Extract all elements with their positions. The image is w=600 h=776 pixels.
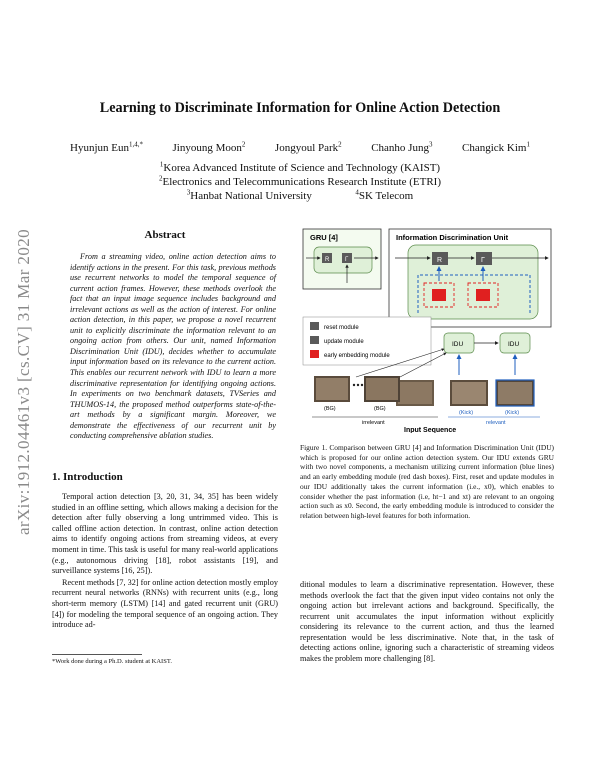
figure-1-diagram <box>300 225 554 433</box>
input-sequence-label: Input Sequence <box>404 427 457 433</box>
author: Jinyoung Moon$^2$ <box>172 140 246 154</box>
paragraph: Temporal action detection [3, 20, 31, 34, 35] has been widely studied in an offline setting, which allows making a decision for the detection after fully observing a long untrimmed video. This is called offline action detection. In contrast, online action detection aims to identify ongoing actions from streaming videos, at every moment in time. This task is useful for many real-world applications (e.g., autonomous driving [18], robot assistants [19], and surveillance systems [16, 25]). <box>52 492 278 576</box>
section-heading-introduction: 1. Introduction <box>52 471 123 483</box>
legend-swatch-reset <box>310 322 319 330</box>
author: Hyunjun Eun$^{1,4,*}$ <box>70 140 143 154</box>
gru-reset-label: R <box>325 257 330 263</box>
legend-swatch-update <box>310 336 319 344</box>
frame-label: (Kick) <box>459 410 474 416</box>
author-list <box>70 142 530 154</box>
idu-update-label: Γ <box>481 257 485 264</box>
legend-swatch-early <box>310 350 319 358</box>
legend-item: early embedding module <box>324 353 390 359</box>
gru-update-label: Γ <box>345 257 349 263</box>
frame-label: (BG) <box>374 406 386 412</box>
paragraph: Recent methods [7, 32] for online action detection mostly employ recurrent neural networks (RNNs) with recurrent units (e.g., long short-term memory (LSTM) [14] and gated recurrent unit (GRU) [4]) for modeling the temporal sequence of an ongoing action. They introduce ad- <box>52 577 278 630</box>
video-frame-content <box>398 382 432 404</box>
frame-label: (Kick) <box>505 410 520 416</box>
idu-block-label: IDU <box>508 341 520 348</box>
idu-block-label: IDU <box>452 341 464 348</box>
ellipsis-dot <box>353 384 355 386</box>
ellipsis-dot <box>357 384 359 386</box>
abstract-heading: Abstract <box>144 229 186 241</box>
legend-item: update module <box>324 339 364 345</box>
affiliation: $^3$Hanbat National University <box>186 188 312 202</box>
author: Changick Kim$^1$ <box>461 140 530 154</box>
paper-title: Learning to Discriminate Information for Online Action Detection <box>99 100 501 116</box>
intro-body-right: ditional modules to learn a discriminative representation. However, these methods overlook the fact that the given input video contains not only the ongoing action but irrelevant actions and background. Specifically, the recurrent unit accumulates the input information without explicitly considering its relevance to the current action, and thus the learned representation would be less discriminative. Note that, in the task of detecting actions online, ignoring such a characteristic of streaming videos makes the problem more challenging [8]. <box>300 580 554 663</box>
abstract-text: From a streaming video, online action detection aims to identify actions in the present. For this task, previous methods use recurrent networks to model the temporal sequence of current action frames. However, these methods overlook the fact that an input image sequence includes background and irrelevant actions as well as the action of interest. For online action detection, in this paper, we propose a novel recurrent unit to explicitly discriminate the information relevant to an ongoing action from others. Our unit, named Information Discrimination Unit (IDU), decides whether to accumulate input information based on its relevance to the current action. This enables our recurrent network with IDU to learn a more discriminative representation for identifying ongoing actions. In experiments on two benchmark datasets, TVSeries and THUMOS-14, the proposed method outperforms state-of-the-art methods by a significant margin. Moreover, we demonstrate the effectiveness of our recurrent unit by conducting comprehensive ablation studies. <box>70 252 276 441</box>
frame-label: (BG) <box>324 406 336 412</box>
legend-item: reset module <box>324 325 359 331</box>
figure-1 <box>300 225 554 433</box>
affiliation: $^4$SK Telecom <box>355 188 414 202</box>
video-frame-content <box>498 382 532 404</box>
affiliation: $^1$Korea Advanced Institute of Science and Technology (KAIST) <box>159 160 441 174</box>
early-embedding-module <box>432 289 446 301</box>
author: Jongyoul Park$^2$ <box>274 140 342 154</box>
gru-label: GRU [4] <box>310 233 338 242</box>
affiliation: $^2$Electronics and Telecommunications Research Institute (ETRI) <box>158 174 442 188</box>
early-embedding-module <box>476 289 490 301</box>
footnote-rule <box>52 654 142 655</box>
figure-1-caption: Figure 1. Comparison between GRU [4] and Information Discrimination Unit (IDU) which is proposed for our online action detection system. Our IDU extends GRU with two novel components, a mechanism utilizing current information (blue lines) and an early embedding module (red dash boxes). First, reset and update modules in our IDU additionally takes the current information (i.e., x0), which enables to consider whether the past information (i.e, ht−1 and xt) are relevant to an ongoing action such as x0. Second, the early embedding module is introduced to consider the relation between high-level features for both information. <box>300 443 554 520</box>
video-frame-content <box>316 378 348 400</box>
arxiv-stamp: arXiv:1912.04461v3 [cs.CV] 31 Mar 2020 <box>14 228 33 536</box>
ellipsis-dot <box>361 384 363 386</box>
video-frame-content <box>452 382 486 404</box>
irrelevant-label: irrelevant <box>362 420 385 426</box>
relevant-label: relevant <box>486 420 506 426</box>
intro-body-left <box>52 492 278 632</box>
idu-label: Information Discrimination Unit <box>396 233 509 242</box>
footnote: *Work done during a Ph.D. student at KAIST. <box>52 658 172 665</box>
idu-reset-label: R <box>437 257 443 264</box>
affiliation-row <box>60 190 540 202</box>
video-frame-content <box>366 378 398 400</box>
author: Chanho Jung$^3$ <box>371 140 433 154</box>
idu-cell <box>408 245 538 319</box>
